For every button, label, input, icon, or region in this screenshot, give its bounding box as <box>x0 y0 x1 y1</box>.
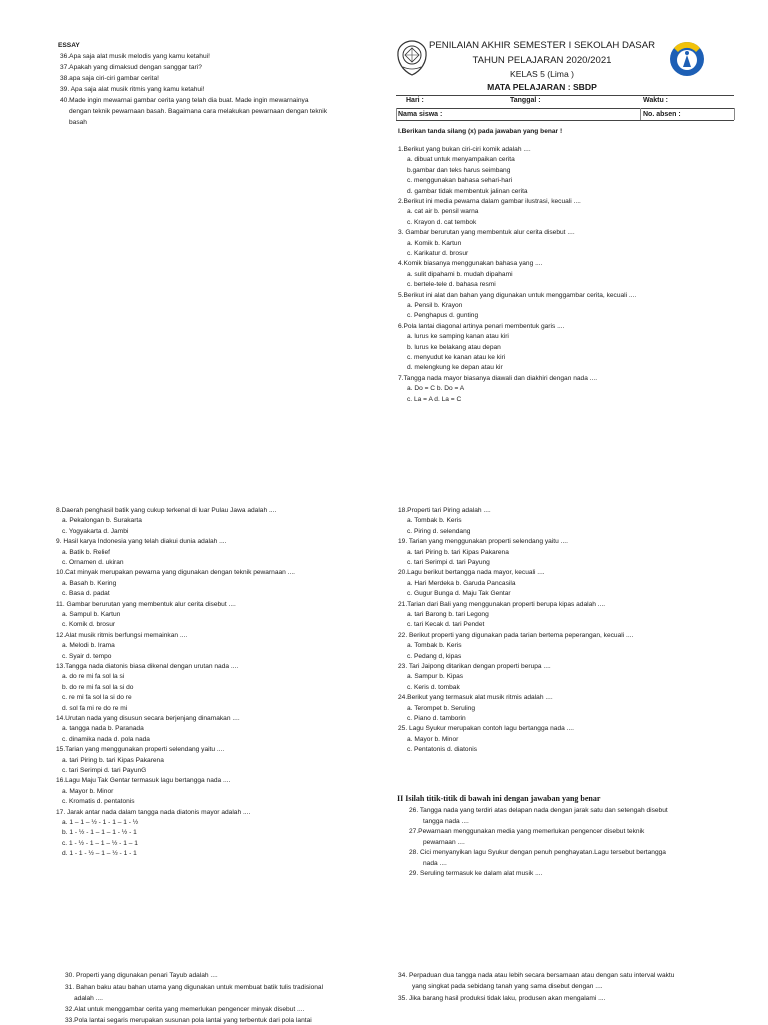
school-logo <box>396 40 428 76</box>
answer-option: d. sol fa mi re do re mi <box>62 704 128 712</box>
answer-option: c. Penghapus d. gunting <box>407 312 479 320</box>
essay-item: 39. Apa saja alat musik ritmis yang kamu ketahui! <box>60 86 205 93</box>
answer-option: c. Gugur Bunga d. Maju Tak Gentar <box>407 590 511 598</box>
answer-option: a. Sampul b. Kartun <box>62 611 121 618</box>
time-label: Waktu : <box>643 97 669 104</box>
answer-option: a. Sampur b. Kipas <box>407 673 464 681</box>
question-text: tangga nada .... <box>423 817 469 825</box>
answer-option: a. sulit dipahami b. mudah dipahami <box>407 270 513 278</box>
answer-option: c. dinamika nada d. pola nada <box>62 735 150 743</box>
question-text: 4.Komik biasanya menggunakan bahasa yang .... <box>398 260 543 268</box>
answer-option: a. Tombak b. Keris <box>407 517 462 525</box>
question-text: 8.Daerah penghasil batik yang cukup terkenal di luar Pulau Jawa adalah .... <box>56 507 277 514</box>
question-text: 17. Jarak antar nada dalam tangga nada diatonis mayor adalah .... <box>56 808 251 816</box>
answer-option: c. Pedang d, kipas <box>407 652 462 660</box>
answer-option: b. lurus ke belakang atau depan <box>407 343 501 351</box>
answer-option: c. Piano d. tamborin <box>407 715 466 722</box>
answer-option: a. cat air b. pensil warna <box>407 208 479 216</box>
answer-option: c. Keris d. tombak <box>407 683 460 691</box>
answer-option: a. Terompet b. Seruling <box>407 704 476 712</box>
answer-option: c. menggunakan bahasa sehari-hari <box>407 177 513 185</box>
header-class: KELAS 5 (Lima ) <box>510 69 574 79</box>
essay-item: dengan teknik pewarnaan basah. Bagaimana cara melakukan pewarnaan dengan teknik <box>69 108 328 115</box>
answer-option: a. Komik b. Kartun <box>407 239 462 247</box>
answer-option: a. Melodi b. Irama <box>62 642 115 650</box>
answer-option: d. 1 - 1 - ½ – 1 – ½ - 1 - 1 <box>62 850 137 858</box>
answer-option: b. 1 - ½ - 1 – 1 – 1 - ½ - 1 <box>62 829 137 837</box>
answer-option: a. Do = C b. Do = A <box>407 385 465 393</box>
essay-item: 36.Apa saja alat musik melodis yang kamu ketahui! <box>60 53 210 60</box>
question-text: 34. Perpaduan dua tangga nada atau lebih secara bersamaan atau dengan satu interval waktu <box>398 972 675 979</box>
question-text: pewarnaan .... <box>423 838 465 846</box>
divider <box>396 108 397 120</box>
answer-option: a. do re mi fa sol la si <box>62 673 125 681</box>
question-text: 2.Berikut ini media pewarna dalam gambar ilustrasi, kecuali .... <box>398 198 581 205</box>
answer-option: c. Ornamen d. ukiran <box>62 559 124 566</box>
answer-option: a. tari Barong b. tari Legong <box>407 611 489 618</box>
question-text: 24.Berikut yang termasuk alat musik ritmis adalah .... <box>398 694 553 702</box>
answer-option: c. 1 - ½ - 1 – 1 – ½ - 1 – 1 <box>62 839 138 847</box>
answer-option: c. Krayon d. cat tembok <box>407 218 477 226</box>
header-title: PENILAIAN AKHIR SEMESTER I SEKOLAH DASAR <box>428 40 656 51</box>
answer-option: a. dibuat untuk menyampaikan cerita <box>407 156 515 164</box>
question-text: 11. Gambar berurutan yang membentuk alur cerita disebut .... <box>56 600 236 608</box>
question-text: 13.Tangga nada diatonis biasa dikenal dengan urutan nada .... <box>56 663 239 670</box>
question-text: 32.Alat untuk menggambar cerita yang memerlukan pengencer minyak disebut .... <box>65 1006 305 1013</box>
question-text: 1.Berikut yang bukan ciri-ciri komik adalah .... <box>398 146 531 153</box>
essay-item: 37.Apakah yang dimaksud dengan sanggar tari? <box>60 64 202 71</box>
question-text: 27.Pewarnaan menggunakan media yang memerlukan pengencer disebut teknik <box>409 828 645 835</box>
question-text: adalah .... <box>74 995 103 1002</box>
answer-option: c. Basa d. padat <box>62 590 110 598</box>
essay-heading: ESSAY <box>58 42 80 49</box>
question-text: 23. Tari Jaipong ditarikan dengan properti berupa .... <box>398 663 551 670</box>
divider <box>734 108 735 120</box>
question-text: yang singkat pada sebidang tanah yang sama disebut dengan .... <box>412 983 603 990</box>
question-text: 31. Bahan baku atau bahan utama yang digunakan untuk membuat batik tulis tradisional <box>65 984 324 991</box>
divider <box>396 120 734 121</box>
answer-option: c. Syair d. tempo <box>62 652 112 660</box>
answer-option: c. tari Serimpi d. tari PayunG <box>62 767 147 774</box>
question-text: 10.Cat minyak merupakan pewarna yang digunakan dengan teknik pewarnaan .... <box>56 569 295 577</box>
answer-option: a. Mayor b. Minor <box>62 787 114 795</box>
section1-instruction: I.Berikan tanda silang (x) pada jawaban yang benar ! <box>398 128 563 135</box>
question-text: 15.Tarian yang menggunakan properti selendang yaitu .... <box>56 746 225 754</box>
question-text: 7.Tangga nada mayor biasanya diawali dan diakhiri dengan nada .... <box>398 374 598 382</box>
answer-option: a. tangga nada b. Paranada <box>62 725 144 733</box>
answer-option: a. Pekalongan b. Surakarta <box>62 517 142 525</box>
question-text: 18.Properti tari Piring adalah .... <box>398 507 491 514</box>
question-text: 16.Lagu Maju Tak Gentar termasuk lagu bertangga nada .... <box>56 777 231 785</box>
question-text: 33.Pola lantai segaris merupakan susunan pola lantai yang terbentuk dari pola lantai <box>65 1017 312 1024</box>
answer-option: a. tari Piring b. tari Kipas Pakarena <box>407 548 509 556</box>
answer-option: c. menyudut ke kanan atau ke kiri <box>407 354 506 361</box>
answer-option: a. Pensil b. Krayon <box>407 302 463 309</box>
header-year: TAHUN PELAJARAN 2020/2021 <box>472 55 612 66</box>
answer-option: a. Tombak b. Keris <box>407 642 462 650</box>
question-text: nada .... <box>423 859 447 867</box>
answer-option: c. Pentatonis d. diatonis <box>407 746 478 754</box>
question-text: 22. Berikut properti yang digunakan pada tarian bertema peperangan, kecuali .... <box>398 631 634 639</box>
section2-heading: II Isilah titik-titik di bawah ini dengan jawaban yang benar <box>397 794 601 803</box>
question-text: 6.Pola lantai diagonal artinya penari membentuk garis .... <box>398 322 565 330</box>
divider <box>640 108 641 120</box>
question-text: 21.Tarian dari Bali yang menggunakan properti berupa kipas adalah .... <box>398 600 606 608</box>
answer-option: a. Batik b. Relief <box>62 548 111 556</box>
student-name-label: Nama siswa : <box>398 111 443 118</box>
answer-option: c. re mi fa sol la si do re <box>62 694 132 702</box>
question-text: 26. Tangga nada yang terdiri atas delapan nada dengan jarak satu dan setengah disebut <box>409 807 668 814</box>
answer-option: a. Hari Merdeka b. Garuda Pancasila <box>407 579 516 587</box>
question-text: 30. Properti yang digunakan penari Tayub adalah .... <box>65 972 218 979</box>
question-text: 14.Urutan nada yang disusun secara berjenjang dinamakan .... <box>56 715 240 722</box>
date-label: Tanggal : <box>510 97 541 104</box>
answer-option: c. Komik d. brosur <box>62 621 116 629</box>
answer-option: c. La = A d. La = C <box>407 395 462 403</box>
tutwuri-logo <box>668 40 706 78</box>
essay-item: 40.Made ingin mewarnai gambar cerita yang telah dia buat. Made ingin mewarnainya <box>60 97 309 104</box>
essay-item: basah <box>69 119 87 126</box>
answer-option: c. Karikatur d. brosur <box>407 250 469 257</box>
question-text: 28. Cici menyanyikan lagu Syukur dengan penuh penghayatan.Lagu tersebut bertangga <box>409 849 666 856</box>
answer-option: a. 1 – 1 – ½ - 1 - 1 – 1 - ½ <box>62 819 139 826</box>
question-text: 3. Gambar berurutan yang membentuk alur cerita disebut .... <box>398 229 575 237</box>
question-text: 29. Seruling termasuk ke dalam alat musik .... <box>409 870 543 877</box>
essay-item: 38.apa saja ciri-ciri gambar cerita! <box>60 75 159 82</box>
question-text: 20.Lagu berikut bertangga nada mayor, kecuali .... <box>398 569 545 577</box>
header-subject: MATA PELAJARAN : SBDP <box>487 82 597 92</box>
answer-option: c. bertele-tele d. bahasa resmi <box>407 281 496 289</box>
answer-option: a. tari Piring b. tari Kipas Pakarena <box>62 756 164 764</box>
answer-option: b.gambar dan teks harus seimbang <box>407 166 511 174</box>
answer-option: c. tari Serimpi d. tari Payung <box>407 559 490 566</box>
divider <box>396 95 734 96</box>
divider <box>396 108 734 109</box>
answer-option: c. Yogyakarta d. Jambi <box>62 527 129 535</box>
question-text: 19. Tarian yang menggunakan properti selendang yaitu .... <box>398 538 568 546</box>
answer-option: d. melengkung ke depan atau kir <box>407 364 503 372</box>
answer-option: d. gambar tidak membentuk jalinan cerita <box>407 187 528 195</box>
answer-option: a. Mayor b. Minor <box>407 735 459 743</box>
question-text: 25. Lagu Syukur merupakan contoh lagu bertangga nada .... <box>398 725 574 733</box>
answer-option: c. tari Kecak d. tari Pendet <box>407 621 485 629</box>
answer-option: a. Basah b. Kering <box>62 579 117 587</box>
answer-option: c. Kromatis d. pentatonis <box>62 798 135 806</box>
question-text: 9. Hasil karya Indonesia yang telah diakui dunia adalah .... <box>56 538 227 546</box>
question-text: 35. Jika barang hasil produksi tidak laku, produsen akan mengalami .... <box>398 995 606 1002</box>
answer-option: c. Piring d. selendang <box>407 527 471 535</box>
answer-option: b. do re mi fa sol la si do <box>62 683 134 691</box>
question-text: 5.Berikut ini alat dan bahan yang digunakan untuk menggambar cerita, kecuali .... <box>398 291 637 299</box>
day-label: Hari : <box>406 97 424 104</box>
absence-number-label: No. absen : <box>643 111 681 118</box>
question-text: 12.Alat musik ritmis berfungsi memainkan .... <box>56 631 188 639</box>
answer-option: a. lurus ke samping kanan atau kiri <box>407 333 509 341</box>
